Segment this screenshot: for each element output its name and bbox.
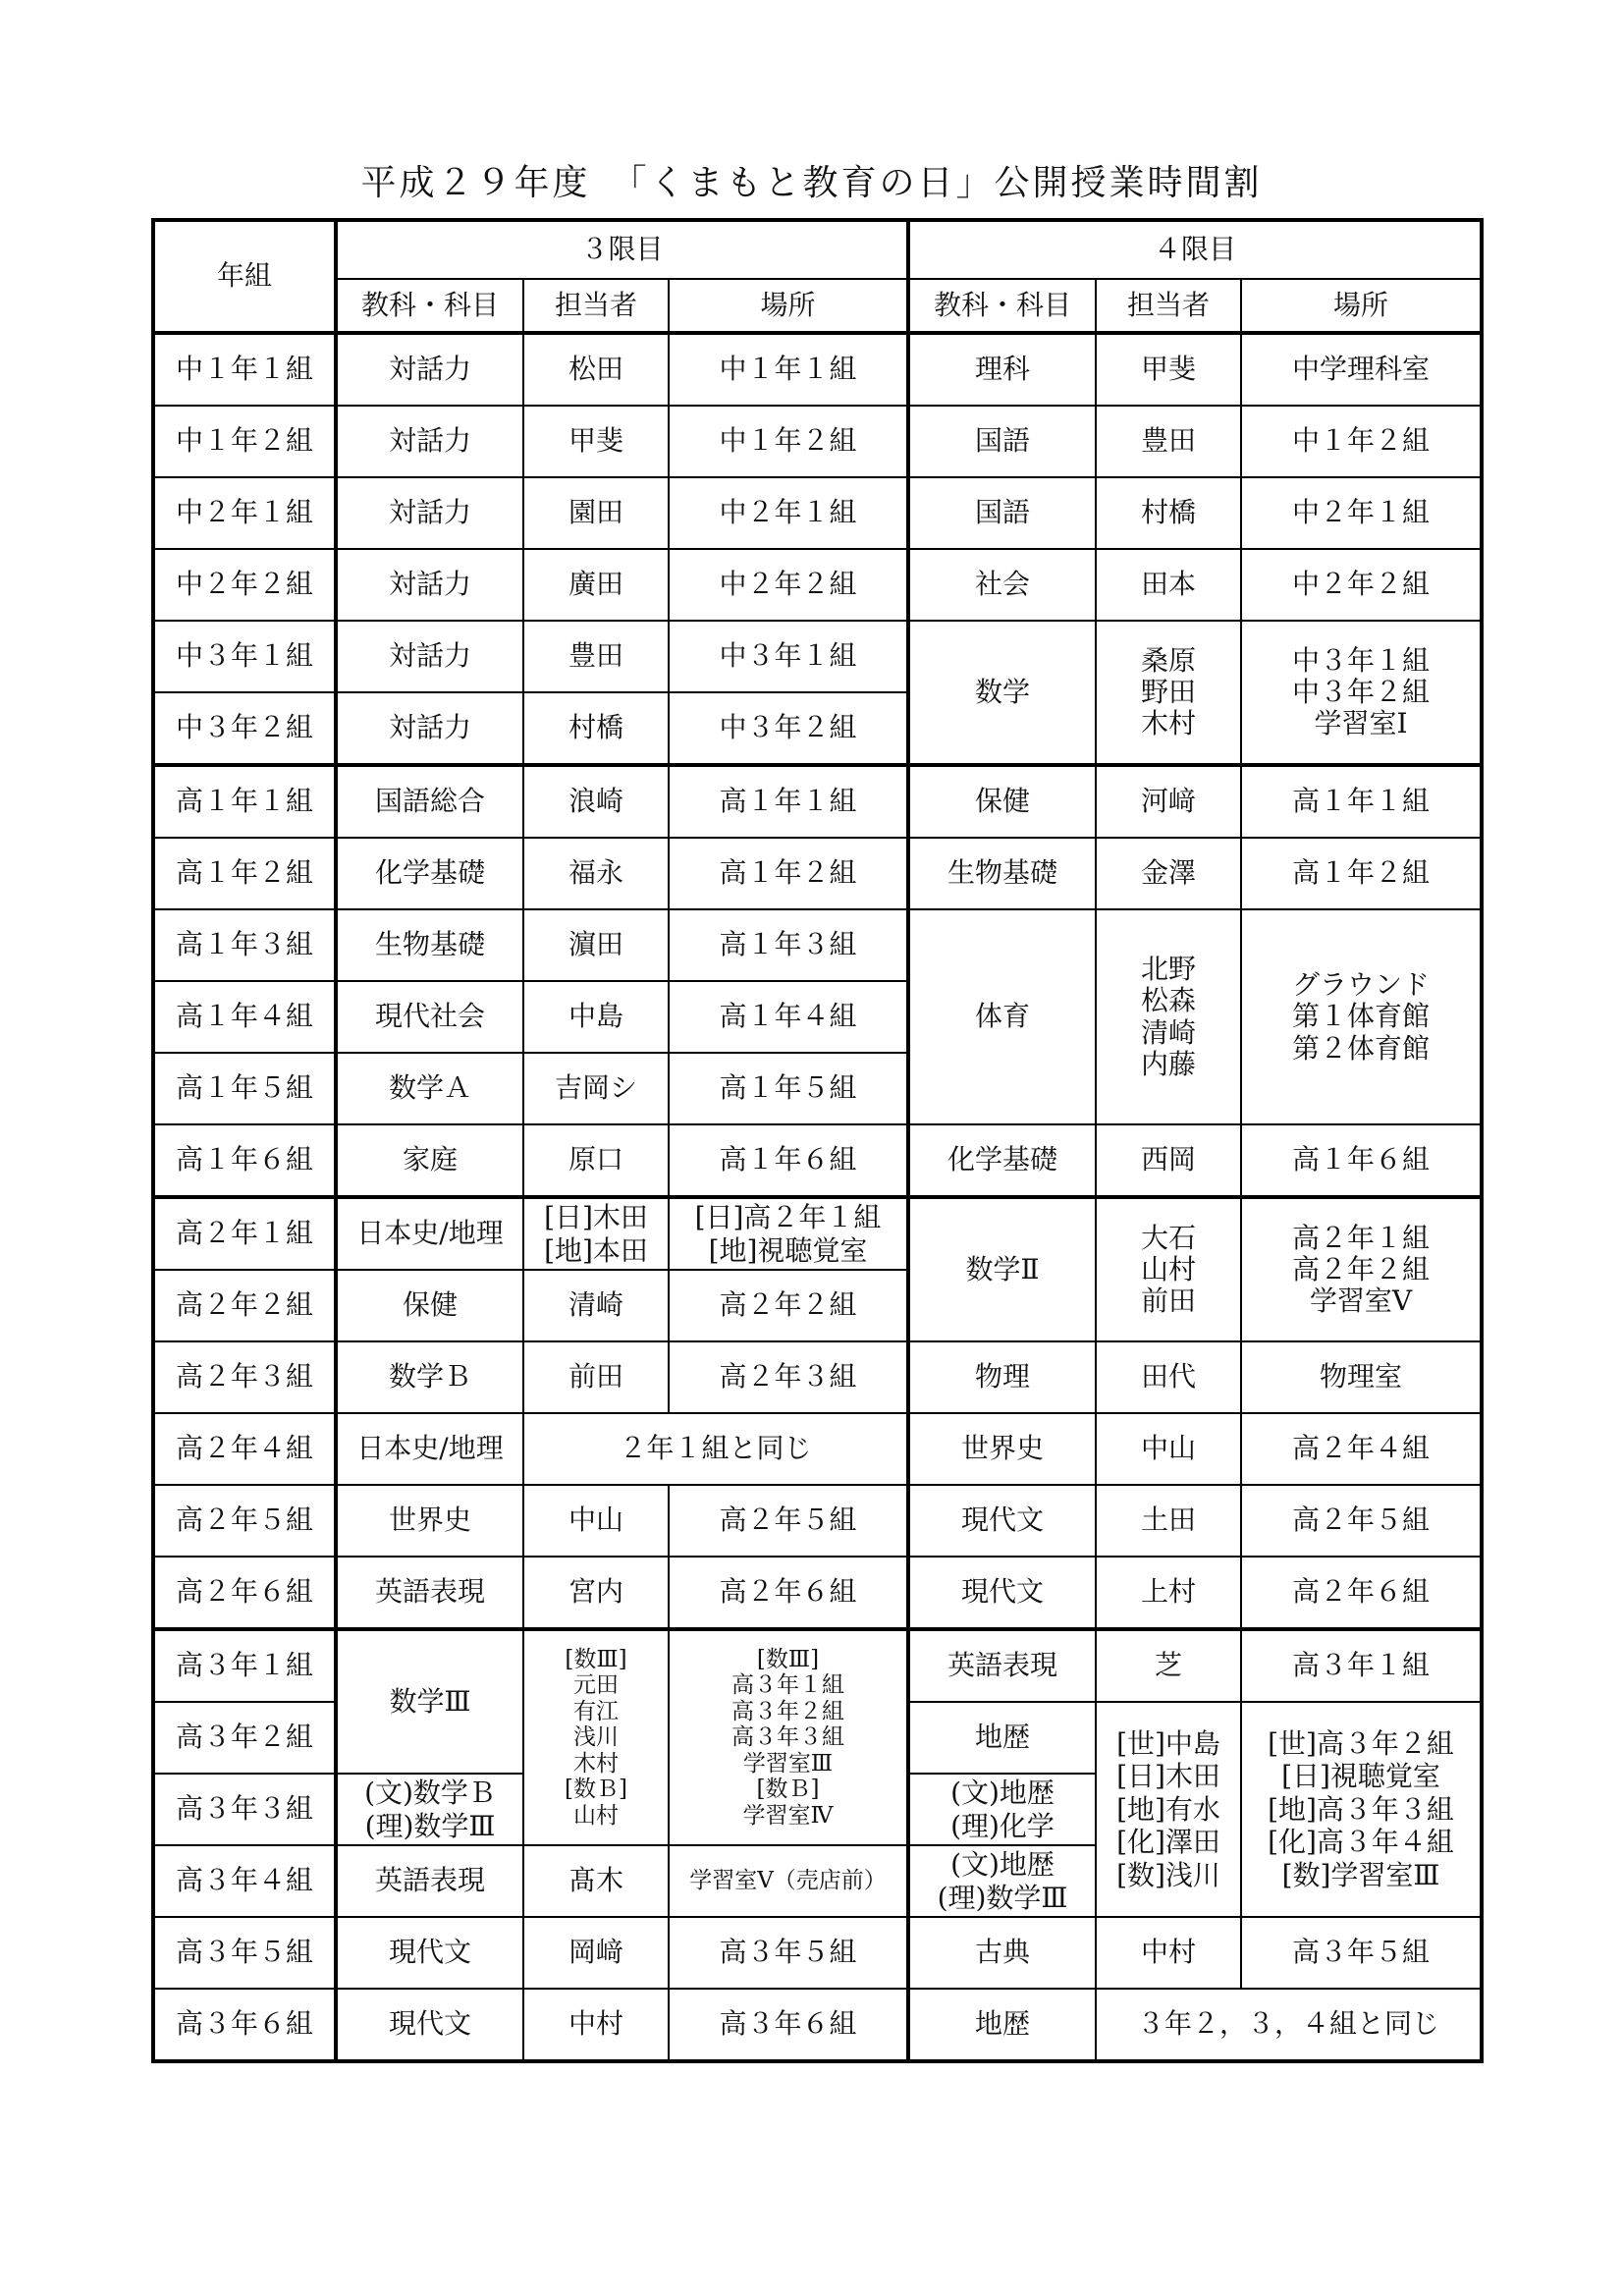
place4-cell: 高２年６組 [1241,1557,1482,1629]
subject3-cell: 対話力 [336,477,523,549]
subject3-cell: 対話力 [336,692,523,765]
place4-cell: 高２年４組 [1241,1413,1482,1485]
subject3-cell: 家庭 [336,1124,523,1197]
class-cell: 高１年４組 [153,981,336,1053]
place4-cell: 中２年２組 [1241,549,1482,621]
subject4-cell: 化学基礎 [908,1124,1096,1197]
subject3-cell: 現代社会 [336,981,523,1053]
subject4-cell: 体育 [908,909,1096,1124]
subject4-cell: (文)地歴 (理)化学 [908,1774,1096,1845]
place4-cell: 高１年１組 [1241,765,1482,838]
class-cell: 高１年３組 [153,909,336,981]
teacher4-cell: 大石 山村 前田 [1096,1197,1241,1341]
place3-cell: 高１年６組 [669,1124,908,1197]
header-period-4: ４限目 [908,220,1482,279]
place3-cell: 高１年３組 [669,909,908,981]
place3-cell: 高２年６組 [669,1557,908,1629]
subject3-cell: 対話力 [336,621,523,692]
teacher3-cell: 中山 [523,1485,669,1557]
table-row [153,1485,1482,1557]
place3-cell: [数Ⅲ] 高３年１組 高３年２組 高３年３組 学習室Ⅲ [数Ｂ] 学習室Ⅳ [669,1629,908,1845]
place4-cell: 高１年６組 [1241,1124,1482,1197]
table-row [153,477,1482,549]
subject4-cell: 古典 [908,1917,1096,1989]
teacher3-cell: 髙木 [523,1845,669,1917]
table-row [153,1341,1482,1413]
teacher3-cell: 浪崎 [523,765,669,838]
place3-cell: 高３年５組 [669,1917,908,1989]
place4-cell: [世]高３年２組 [日]視聴覚室 [地]高３年３組 [化]高３年４組 [数]学習室Ⅲ [1241,1702,1482,1917]
place3-cell: 中２年２組 [669,549,908,621]
teacher3-cell: 吉岡シ [523,1053,669,1124]
table-row [153,1629,1482,1702]
subject3-cell: 対話力 [336,406,523,477]
teacher3-cell: 中村 [523,1989,669,2061]
subject3-cell: 数学Ａ [336,1053,523,1124]
teacher3-cell: 前田 [523,1341,669,1413]
subject3-cell: 保健 [336,1270,523,1341]
place4-cell: 中２年１組 [1241,477,1482,549]
class-cell: 高１年５組 [153,1053,336,1124]
subject4-cell: 保健 [908,765,1096,838]
teacher3-cell: 村橋 [523,692,669,765]
teacher3-cell: [日]木田 [地]本田 [523,1197,669,1270]
teacher3-cell: 宮内 [523,1557,669,1629]
subject4-cell: 地歴 [908,1702,1096,1774]
place4-cell: 高３年１組 [1241,1629,1482,1702]
subject3-cell: 生物基礎 [336,909,523,981]
subject3-cell: 英語表現 [336,1557,523,1629]
class-cell: 中３年２組 [153,692,336,765]
place4-cell: 高２年５組 [1241,1485,1482,1557]
place3-cell: 高２年５組 [669,1485,908,1557]
header-teacher-4: 担当者 [1096,279,1241,333]
place3-cell: 高３年６組 [669,1989,908,2061]
teacher4-cell: 豊田 [1096,406,1241,477]
class-cell: 中１年１組 [153,333,336,406]
class-cell: 高２年４組 [153,1413,336,1485]
header-subject-4: 教科・科目 [908,279,1096,333]
teacher4-cell: 甲斐 [1096,333,1241,406]
subject4-cell: 数学Ⅱ [908,1197,1096,1341]
class-cell: 高１年２組 [153,838,336,909]
place3-cell: 中１年１組 [669,333,908,406]
subject4-cell: 物理 [908,1341,1096,1413]
place4-cell: 高３年５組 [1241,1917,1482,1989]
subject4-cell: 現代文 [908,1557,1096,1629]
subject4-cell: (文)地歴 (理)数学Ⅲ [908,1845,1096,1917]
subject3-cell: 世界史 [336,1485,523,1557]
timetable [151,218,1484,2063]
place3-cell: 中１年２組 [669,406,908,477]
teacher4-cell: 中村 [1096,1917,1241,1989]
teacher4-cell: 芝 [1096,1629,1241,1702]
class-cell: 高２年２組 [153,1270,336,1341]
teacher4-cell: 河﨑 [1096,765,1241,838]
place3-cell: 高２年２組 [669,1270,908,1341]
header-place-3: 場所 [669,279,908,333]
teacher4-cell: 田本 [1096,549,1241,621]
teacher3-cell: 濵田 [523,909,669,981]
class-cell: 高２年６組 [153,1557,336,1629]
class-cell: 高３年２組 [153,1702,336,1774]
class-cell: 高３年１組 [153,1629,336,1702]
same-as-note: ２年１組と同じ [523,1413,908,1485]
subject4-cell: 社会 [908,549,1096,621]
subject4-cell: 数学 [908,621,1096,765]
place3-cell: 学習室Ⅴ（売店前） [669,1845,908,1917]
place3-cell: 高１年２組 [669,838,908,909]
class-cell: 高２年３組 [153,1341,336,1413]
place3-cell: 高１年４組 [669,981,908,1053]
table-row [153,406,1482,477]
class-cell: 高３年６組 [153,1989,336,2061]
subject3-cell: 対話力 [336,333,523,406]
subject4-cell: 理科 [908,333,1096,406]
table-row [153,1917,1482,1989]
table-row [153,765,1482,838]
teacher3-cell: 福永 [523,838,669,909]
place3-cell: 高２年３組 [669,1341,908,1413]
header-period-3: ３限目 [336,220,908,279]
class-cell: 高２年５組 [153,1485,336,1557]
class-cell: 中３年１組 [153,621,336,692]
place3-cell: 中３年２組 [669,692,908,765]
place3-cell: 中３年１組 [669,621,908,692]
header-row-columns [153,279,1482,333]
table-row [153,1989,1482,2061]
teacher3-cell: 豊田 [523,621,669,692]
place3-cell: 高１年１組 [669,765,908,838]
teacher3-cell: 原口 [523,1124,669,1197]
header-place-4: 場所 [1241,279,1482,333]
subject4-cell: 地歴 [908,1989,1096,2061]
teacher4-cell: 中山 [1096,1413,1241,1485]
class-cell: 高３年３組 [153,1774,336,1845]
subject3-cell: 対話力 [336,549,523,621]
place4-cell: 中３年１組 中３年２組 学習室Ⅰ [1241,621,1482,765]
class-cell: 高３年４組 [153,1845,336,1917]
teacher4-cell: [世]中島 [日]木田 [地]有水 [化]澤田 [数]浅川 [1096,1702,1241,1917]
class-cell: 高３年５組 [153,1917,336,1989]
table-row [153,1413,1482,1485]
subject3-cell: 日本史/地理 [336,1197,523,1270]
subject3-cell: 現代文 [336,1989,523,2061]
class-cell: 中２年２組 [153,549,336,621]
header-subject-3: 教科・科目 [336,279,523,333]
place3-cell: 高１年５組 [669,1053,908,1124]
subject3-cell: 日本史/地理 [336,1413,523,1485]
subject3-cell: 数学Ｂ [336,1341,523,1413]
header-class: 年組 [153,220,336,333]
subject4-cell: 生物基礎 [908,838,1096,909]
table-row [153,1557,1482,1629]
subject3-cell: 国語総合 [336,765,523,838]
header-teacher-3: 担当者 [523,279,669,333]
place4-cell: 高２年１組 高２年２組 学習室Ⅴ [1241,1197,1482,1341]
subject3-cell: 数学Ⅲ [336,1629,523,1774]
teacher3-cell: 廣田 [523,549,669,621]
class-cell: 中２年１組 [153,477,336,549]
teacher4-cell: 西岡 [1096,1124,1241,1197]
subject4-cell: 現代文 [908,1485,1096,1557]
table-row [153,333,1482,406]
page-title: 平成２９年度 「くまもと教育の日」公開授業時間割 [360,163,1263,203]
subject4-cell: 英語表現 [908,1629,1096,1702]
teacher4-cell: 上村 [1096,1557,1241,1629]
subject3-cell: 英語表現 [336,1845,523,1917]
teacher3-cell: 松田 [523,333,669,406]
class-cell: 高２年１組 [153,1197,336,1270]
table-row [153,909,1482,981]
table-row [153,1124,1482,1197]
class-cell: 高１年１組 [153,765,336,838]
teacher3-cell: 甲斐 [523,406,669,477]
teacher3-cell: 清崎 [523,1270,669,1341]
subject4-cell: 国語 [908,477,1096,549]
place3-cell: 中２年１組 [669,477,908,549]
table-row [153,549,1482,621]
table-row [153,621,1482,692]
teacher3-cell: [数Ⅲ] 元田 有江 浅川 木村 [数Ｂ] 山村 [523,1629,669,1845]
teacher4-cell: 土田 [1096,1485,1241,1557]
teacher4-cell: 桑原 野田 木村 [1096,621,1241,765]
teacher3-cell: 中島 [523,981,669,1053]
teacher3-cell: 園田 [523,477,669,549]
header-row-periods [153,220,1482,279]
teacher4-cell: 北野 松森 清崎 内藤 [1096,909,1241,1124]
subject3-cell: 化学基礎 [336,838,523,909]
place4-cell: 中１年２組 [1241,406,1482,477]
subject4-cell: 国語 [908,406,1096,477]
place4-cell: グラウンド 第１体育館 第２体育館 [1241,909,1482,1124]
teacher3-cell: 岡﨑 [523,1917,669,1989]
place4-cell: 高１年２組 [1241,838,1482,909]
class-cell: 高１年６組 [153,1124,336,1197]
subject4-cell: 世界史 [908,1413,1096,1485]
place4-cell: 中学理科室 [1241,333,1482,406]
subject3-cell: 現代文 [336,1917,523,1989]
table-row [153,838,1482,909]
subject3-cell: (文)数学Ｂ (理)数学Ⅲ [336,1774,523,1845]
class-cell: 中１年２組 [153,406,336,477]
teacher4-cell: 田代 [1096,1341,1241,1413]
place3-cell: [日]高２年１組 [地]視聴覚室 [669,1197,908,1270]
place4-cell: 物理室 [1241,1341,1482,1413]
same-as-note: ３年２，３，４組と同じ [1096,1989,1482,2061]
teacher4-cell: 金澤 [1096,838,1241,909]
table-row [153,1197,1482,1270]
teacher4-cell: 村橋 [1096,477,1241,549]
